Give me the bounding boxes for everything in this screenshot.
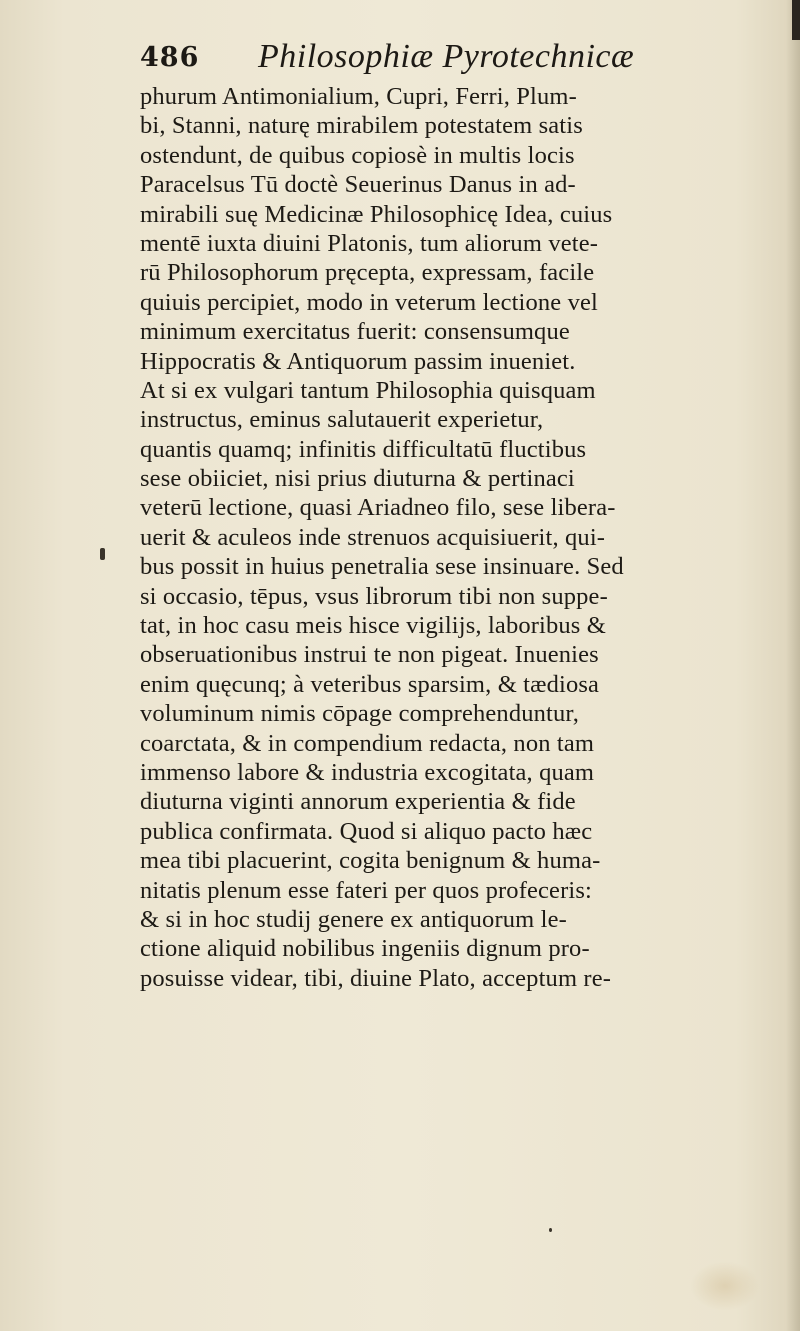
text-line: quantis quamq; infinitis difficultatū fluctibus [140,435,587,463]
text-line: sese obiiciet, nisi prius diuturna & pertinaci [140,465,575,493]
margin-mark [100,548,105,560]
text-line: rū Philosophorum pręcepta, expressam, facile [140,259,595,287]
text-line: & si in hoc studij genere ex antiquorum le- [140,905,567,933]
text-line: nitatis plenum esse fateri per quos profeceris: [140,876,592,904]
text-line: mentē iuxta diuini Platonis, tum aliorum vete- [140,229,599,257]
text-line: Paracelsus Tū doctè Seuerinus Danus in ad- [140,171,576,199]
text-line: bus possit in huius penetralia sese insinuare. Sed [140,553,624,581]
running-head: Philosophiæ Pyrotechnicæ [258,38,635,75]
text-line: veterū lectione, quasi Ariadneo filo, sese libera- [140,494,616,522]
text-line: immenso labore & industria excogitata, quam [140,758,595,786]
text-line: coarctata, & in compendium redacta, non tam [140,729,595,757]
page-edge-shadow [786,0,800,1331]
body-text [140,82,770,993]
text-line: mirabili suę Medicinæ Philosophicę Idea, cuius [140,200,613,228]
text-line: bi, Stanni, naturę mirabilem potestatem satis [140,112,583,140]
paper-stain [690,1261,760,1311]
text-line: si occasio, tēpus, vsus librorum tibi non suppe- [140,582,608,610]
text-line: quiuis percipiet, modo in veterum lectione vel [140,288,598,316]
text-line: minimum exercitatus fuerit: consensumque [140,318,570,346]
text-line: instructus, eminus salutauerit experietur, [140,406,544,434]
text-line: diuturna viginti annorum experientia & fide [140,788,576,816]
text-line: enim quęcunq; à veteribus sparsim, & tædiosa [140,670,600,698]
page-header [140,38,740,88]
edge-mark [792,0,800,40]
text-line: ostendunt, de quibus copiosè in multis locis [140,141,575,169]
text-line: voluminum nimis cōpage comprehenduntur, [140,700,579,728]
text-line: At si ex vulgari tantum Philosophia quisquam [140,376,596,404]
text-line: uerit & aculeos inde strenuos acquisiuerit, qui- [140,523,606,551]
text-line: obseruationibus instrui te non pigeat. Inuenies [140,641,599,669]
text-line: tat, in hoc casu meis hisce vigilijs, laboribus & [140,612,606,640]
text-line: publica confirmata. Quod si aliquo pacto hæc [140,817,593,845]
ink-speck [549,1228,552,1232]
text-line: mea tibi placuerint, cogita benignum & huma- [140,847,601,875]
text-line: posuisse videar, tibi, diuine Plato, acceptum re- [140,964,612,992]
page-number: 486 [140,42,200,73]
text-line: phurum Antimonialium, Cupri, Ferri, Plum- [140,83,577,110]
text-line: Hippocratis & Antiquorum passim inueniet. [140,347,576,375]
text-line: ctione aliquid nobilibus ingeniis dignum pro- [140,935,590,963]
